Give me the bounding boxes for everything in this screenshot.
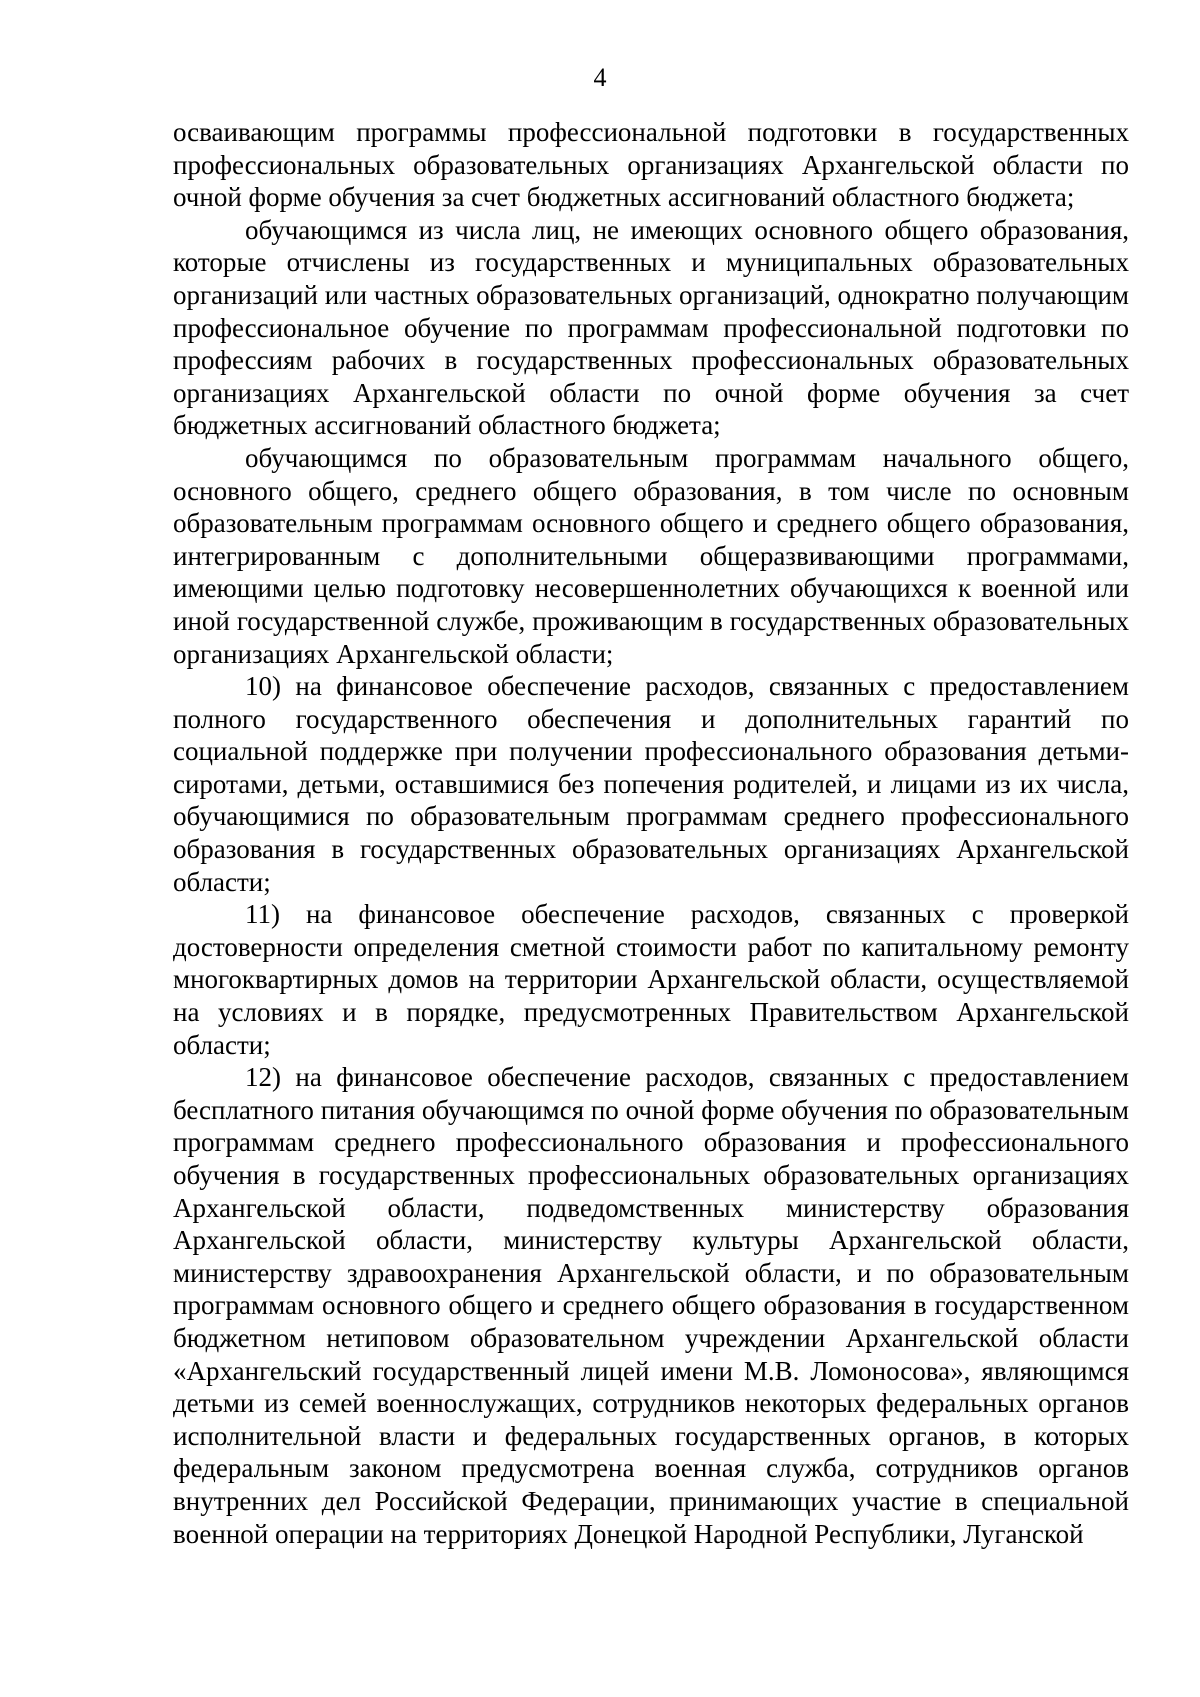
paragraph-continuation: осваивающим программы профессиональной подготовки в государственных профессиональных образовательных организациях Архангельской области по очной форме обучения за счет бюджетных ассигнований областного бюджета; bbox=[173, 117, 1129, 213]
paragraph-item-12: 12) на финансовое обеспечение расходов, связанных с предоставлением бесплатного питания обучающимся по очной форме обучения по образовательным программам среднего профессионального образования и профессионального обучения в государственных профессиональных образовательных организациях Архангельской области, подведомственных министерству образования Архангельской области, министерству культуры Архангельской области, министерству здравоохранения Архангельской области, и по образовательным программам основного общего и среднего общего образования в государственном бюджетном нетиповом образовательном учреждении Архангельской области «Архангельский государственный лицей имени М.В. Ломоносова», являющимся детьми из семей военнослужащих, сотрудников некоторых федеральных органов исполнительной власти и федеральных государственных органов, в которых федеральным законом предусмотрена военная служба, сотрудников органов внутренних дел Российской Федерации, принимающих участие в специальной военной операции на территориях Донецкой Народной Республики, Луганской bbox=[173, 1062, 1129, 1549]
paragraph-item-10: 10) на финансовое обеспечение расходов, связанных с предоставлением полного государственного обеспечения и дополнительных гарантий по социальной поддержке при получении профессионального образования детьми-сиротами, детьми, оставшимися без попечения родителей, и лицами из их числа, обучающимися по образовательным программам среднего профессионального образования в государственных образовательных организациях Архангельской области; bbox=[173, 671, 1129, 897]
page-number: 4 bbox=[593, 63, 607, 92]
paragraph-general-education: обучающимся по образовательным программам начального общего, основного общего, среднего общего образования, в том числе по основным образовательным программам основного общего и среднего общего образования, интегрированным с дополнительными общеразвивающими программами, имеющими целью подготовку несовершеннолетних обучающихся к военной или иной государственной службе, проживающим в государственных образовательных организациях Архангельской области; bbox=[173, 442, 1129, 669]
paragraph-dropouts: обучающимся из числа лиц, не имеющих основного общего образования, которые отчислены из государственных и муниципальных образовательных организаций или частных образовательных организаций, однократно получающим профессиональное обучение по программам профессиональной подготовки по профессиям рабочих в государственных профессиональных образовательных организациях Архангельской области по очной форме обучения за счет бюджетных ассигнований областного бюджета; bbox=[173, 214, 1129, 441]
paragraph-item-11: 11) на финансовое обеспечение расходов, связанных с проверкой достоверности определения сметной стоимости работ по капитальному ремонту многоквартирных домов на территории Архангельской области, осуществляемой на условиях и в порядке, предусмотренных Правительством Архангельской области; bbox=[173, 899, 1129, 1060]
document-body bbox=[173, 116, 1129, 1550]
